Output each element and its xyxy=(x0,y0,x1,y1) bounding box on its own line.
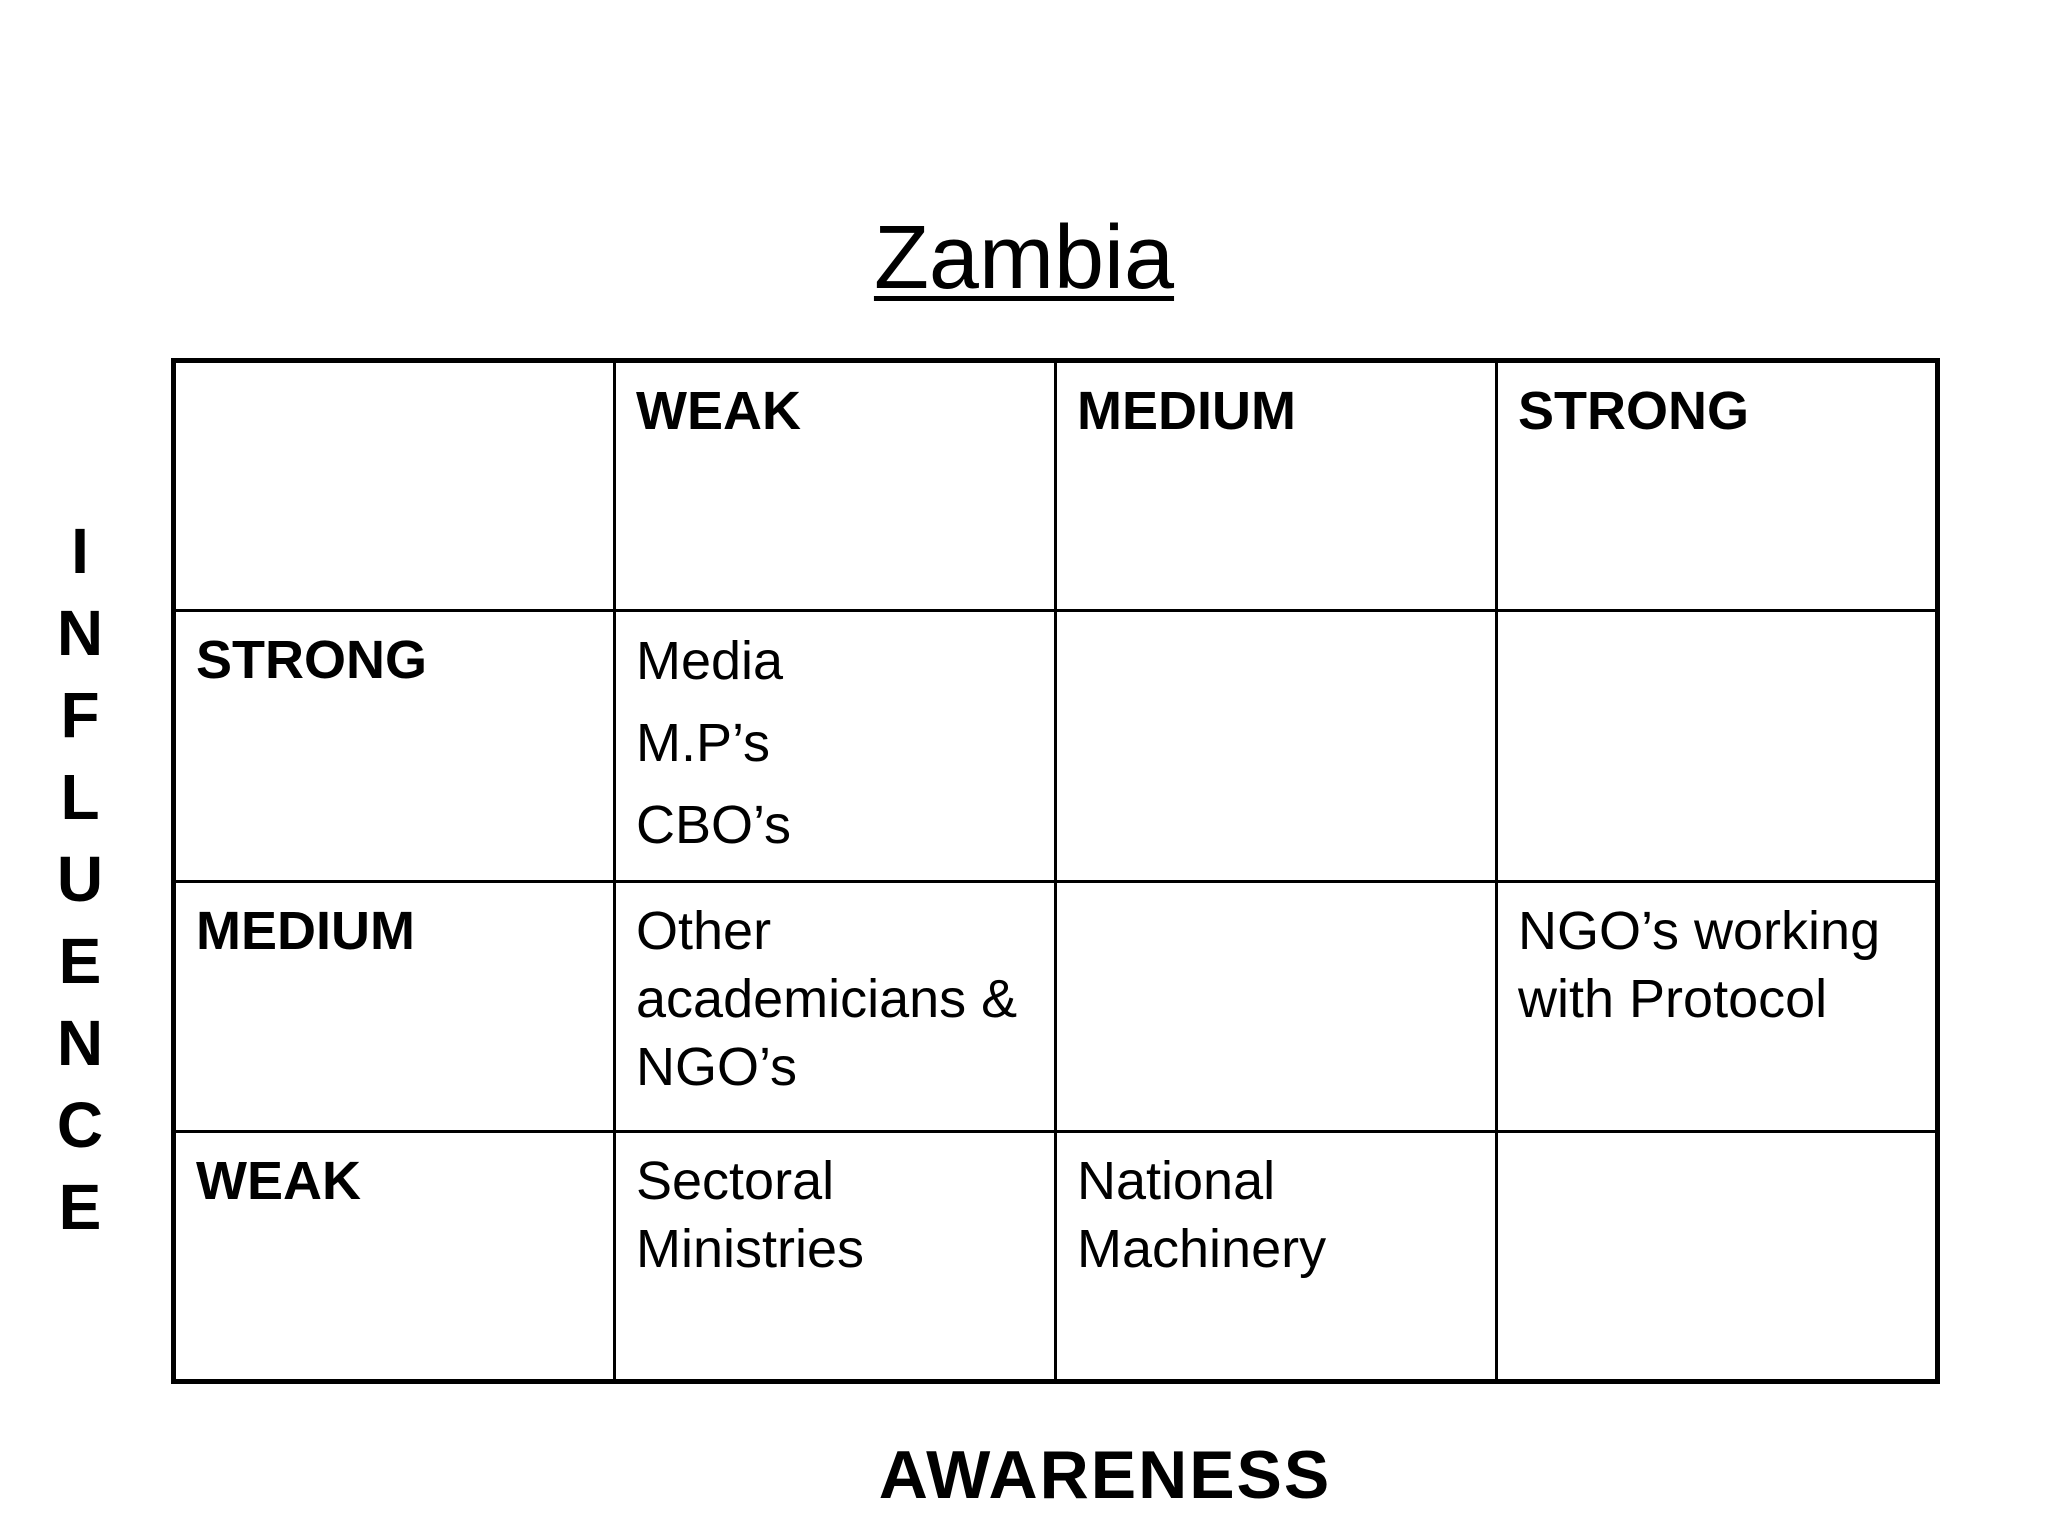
influence-letter: F xyxy=(60,679,100,751)
cell-strong-weak xyxy=(615,611,1056,882)
table-row-medium xyxy=(174,882,1938,1132)
cell-line: CBO’s xyxy=(636,795,792,855)
influence-letter: E xyxy=(58,1171,102,1243)
cell-weak-weak: Sectoral Ministries xyxy=(615,1132,1056,1382)
influence-awareness-matrix xyxy=(171,358,1940,1384)
cell-weak-medium: National Machinery xyxy=(1056,1132,1497,1382)
influence-letter: C xyxy=(56,1089,104,1161)
influence-letter: L xyxy=(60,761,100,833)
cell-line: Media xyxy=(636,631,784,691)
row-label-strong: STRONG xyxy=(174,611,615,882)
influence-letter: N xyxy=(56,1007,104,1079)
row-label-weak: WEAK xyxy=(174,1132,615,1382)
header-cell-weak: WEAK xyxy=(615,361,1056,611)
header-cell-medium: MEDIUM xyxy=(1056,361,1497,611)
row-label-medium: MEDIUM xyxy=(174,882,615,1132)
influence-letter: I xyxy=(71,515,89,587)
header-cell-strong: STRONG xyxy=(1497,361,1938,611)
influence-letter: N xyxy=(56,597,104,669)
awareness-axis-label: AWARENESS xyxy=(878,1437,1332,1513)
cell-medium-weak: Other academicians & NGO’s xyxy=(615,882,1056,1132)
influence-letter: U xyxy=(56,843,104,915)
cell-strong-medium xyxy=(1056,611,1497,882)
table-header-row xyxy=(174,361,1938,611)
table-row-weak xyxy=(174,1132,1938,1382)
table-row-strong xyxy=(174,611,1938,882)
cell-medium-strong: NGO’s working with Protocol xyxy=(1497,882,1938,1132)
cell-medium-medium xyxy=(1056,882,1497,1132)
cell-strong-strong xyxy=(1497,611,1938,882)
influence-axis-label xyxy=(50,510,110,1248)
cell-line: M.P’s xyxy=(636,713,771,773)
influence-letter: E xyxy=(58,925,102,997)
header-cell-empty xyxy=(174,361,615,611)
cell-weak-strong xyxy=(1497,1132,1938,1382)
page-title: Zambia xyxy=(873,208,1175,308)
